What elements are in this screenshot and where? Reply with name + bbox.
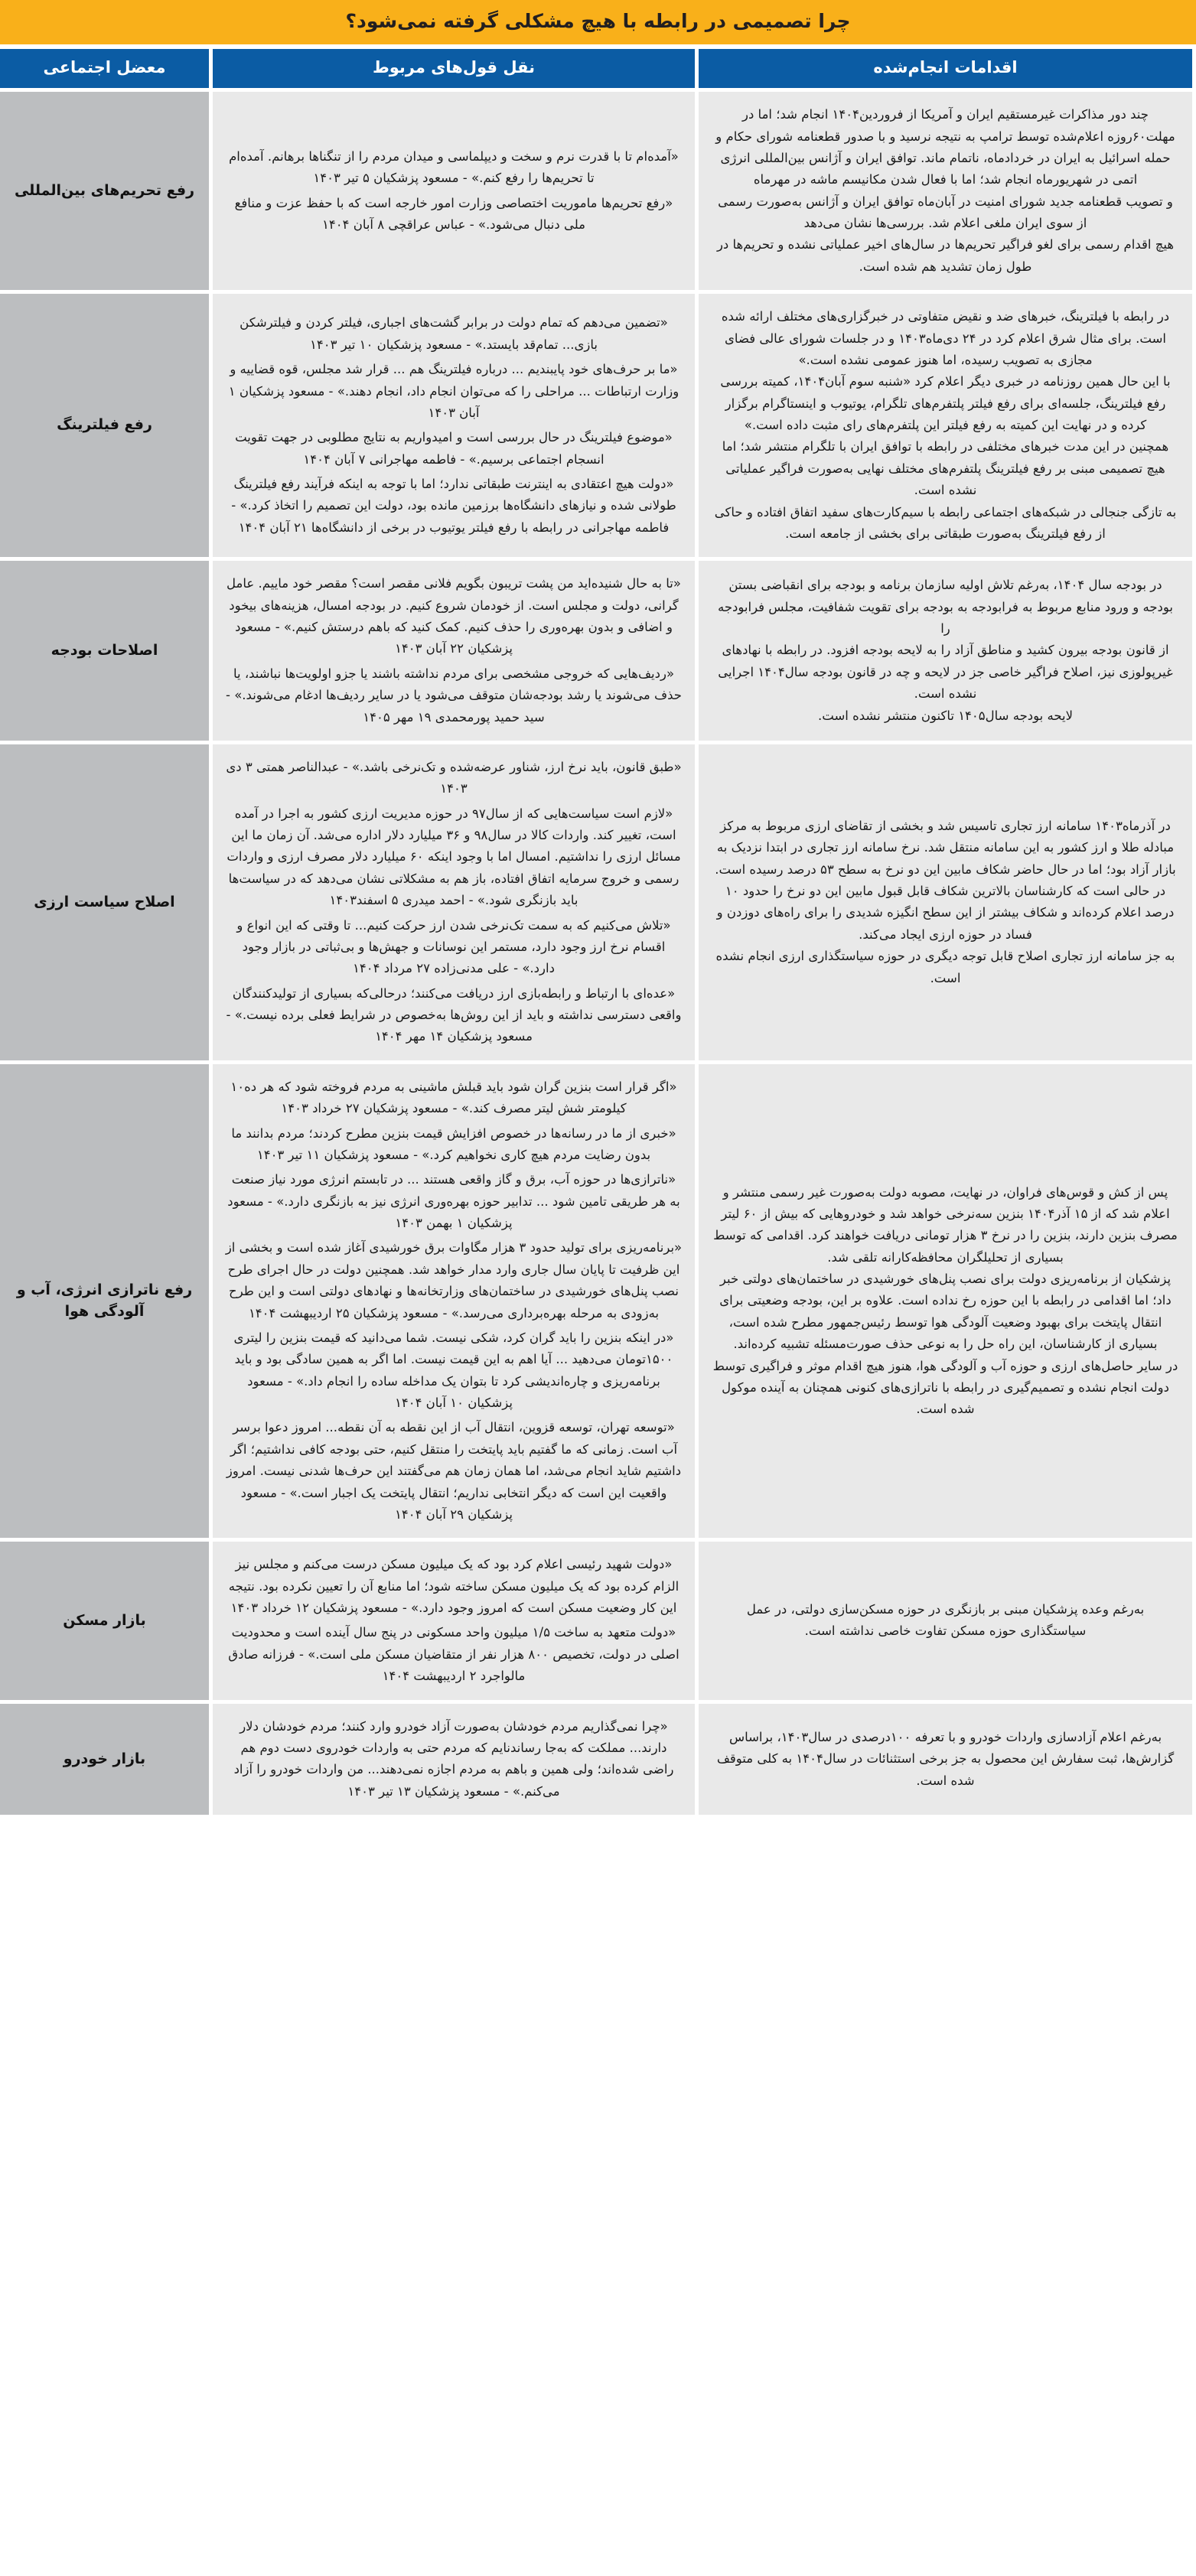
table-header xyxy=(0,49,1192,88)
table-row xyxy=(0,1064,1192,1539)
issue-cell: اصلاح سیاست ارزی xyxy=(0,744,209,1060)
action-paragraph: به جز سامانه ارز تجاری اصلاح قابل توجه دیگری در حوزه سیاستگذاری ارزی انجام نشده است. xyxy=(715,949,1175,985)
quotes-cell xyxy=(213,1542,695,1699)
actions-cell xyxy=(699,1064,1192,1539)
action-paragraph: به‌رغم وعده پزشکیان مبنی بر بازنگری در حوزه مسکن‌سازی دولتی، در عمل سیاستگذاری حوزه مسکن تفاوت خاصی نداشته است. xyxy=(746,1602,1145,1639)
action-paragraph: در رابطه با فیلترینگ، خبرهای ضد و نقیض متفاوتی در خبرگزاری‌های مختلف ارائه شده است. برای مثال شرق اعلام کرد در ۲۴ دی‌ماه۱۴۰۳ و در جلسات شورای عالی فضای مجازی به تصویب رسیده، اما هنوز عمومی نشده است.» xyxy=(721,309,1170,367)
action-paragraph: در سایر حاصل‌های ارزی و حوزه آب و آلودگی هوا، هنوز هیچ اقدام موثر و فراگیری توسط دولت انجام نشده و تصمیم‌گیری در رابطه با ناترازی‌های کنونی همچنان به آینده موکول شده است. xyxy=(712,1358,1178,1417)
column-header-quotes: نقل قول‌های مربوط xyxy=(213,49,695,88)
issue-cell: اصلاحات بودجه xyxy=(0,561,209,741)
table-row xyxy=(0,561,1192,741)
quote-block: «اگر قرار است بنزین گران شود باید قبلش ماشینی به مردم فروخته شود که هر ده۱۰ کیلومتر شش لیتر مصرف کند.» - مسعود پزشکیان ۲۷ خرداد ۱۴۰۳ xyxy=(230,1079,677,1116)
table-row xyxy=(0,1704,1192,1816)
quote-block: «برنامه‌ریزی برای تولید حدود ۳ هزار مگاوات برق خورشیدی آغاز شده است و بخشی از این ظرفیت تا پایان سال جاری وارد مدار خواهد شد. همچنین دولت در حال اجرای طرح نصب پنل‌های خورشیدی در ساختمان‌های وزارتخانه‌ها و نهادهای دولتی است و این طرح به‌زودی به مرحله بهره‌برداری می‌رسد.» - مسعود پزشکیان ۲۵ اردیبهشت ۱۴۰۴ xyxy=(225,1240,683,1321)
quote-block: «تضمین می‌دهم که تمام دولت در برابر گشت‌های اجباری، فیلتر کردن و فیلترشکن بازی... تمام‌قد بایستد.» - مسعود پزشکیان ۱۰ تیر ۱۴۰۳ xyxy=(240,315,668,352)
action-paragraph: همچنین در این مدت خبرهای مختلفی در رابطه با توافق ایران با تلگرام منتشر شد؛ اما هیچ تصمیمی مبنی بر رفع فیلترینگ پلتفرم‌های مختلف نهایی به‌صورت فراگیر عملیاتی نشده است. xyxy=(722,439,1169,498)
action-paragraph: پس از کش و قوس‌های فراوان، در نهایت، مصوبه دولت به‌صورت غیر رسمی منتشر و اعلام شد که از ۱۵ آذر۱۴۰۴ بنزین سه‌نرخی خواهد شد و خودروهایی که بیش از ۶۰ لیتر مصرف بنزین دارند، بنزین را در نرخ ۳ هزار تومانی دریافت خواهند کرد. اقدامی که توسط بسیاری از تحلیلگران محافظه‌کارانه تلقی شد. xyxy=(713,1184,1178,1265)
quote-block: «دولت شهید رئیسی اعلام کرد بود که یک میلیون مسکن درست می‌کنم و مجلس نیز الزام کرده بود که یک میلیون مسکن ساخته شود؛ اما منابع آن را تعیین نکرده بود. نتیجه این کار وضعیت مسکن است که امروز وجود دارد.» - مسعود پزشکیان ۱۲ خرداد ۱۴۰۳ xyxy=(228,1557,679,1616)
table-body xyxy=(0,92,1192,1815)
actions-cell xyxy=(699,294,1192,557)
action-paragraph: به‌رغم اعلام آزادسازی واردات خودرو و با تعرفه ۱۰۰درصدی در سال۱۴۰۳، براساس گزارش‌ها، ثبت سفارش این محصول به جز برخی استثنائات در سال۱۴۰۴ به کلی متوقف شده است. xyxy=(716,1729,1175,1788)
action-paragraph: هیچ اقدام رسمی برای لغو فراگیر تحریم‌ها در سال‌های اخیر عملیاتی نشده و تحریم‌ها در طول زمان تشدید هم شده است. xyxy=(716,237,1175,274)
actions-cell xyxy=(699,1704,1192,1816)
action-paragraph: در آذرماه۱۴۰۳ سامانه ارز تجاری تاسیس شد و بخشی از تقاضای ارزی مربوط به مرکز مبادله طلا و ارز کشور به این سامانه منتقل شد. نرخ سامانه ارز تجاری در ابتدا نزدیک به بازار آزاد بود؛ اما در حال حاضر شکاف مابین این دو نرخ به سطح ۵۳ درصد رسیده است. xyxy=(715,818,1176,877)
issue-cell: بازار خودرو xyxy=(0,1704,209,1816)
actions-cell xyxy=(699,561,1192,741)
action-paragraph: به تازگی جنجالی در شبکه‌های اجتماعی رابطه با سیم‌کارت‌های سفید اتفاق افتاده و حاکی از رفع فیلترینگ به‌صورت طبقاتی برای بخشی از جامعه است. xyxy=(714,504,1177,541)
actions-cell xyxy=(699,92,1192,290)
quote-block: «خبری از ما در رسانه‌ها در خصوص افزایش قیمت بنزین مطرح کردند؛ مردم بدانند ما بدون رضایت مردم هیچ کاری نخواهیم کرد.» - مسعود پزشکیان ۱۱ تیر ۱۴۰۳ xyxy=(231,1125,676,1162)
quote-block: «ردیف‌هایی که خروجی مشخصی برای مردم نداشته باشند یا جزو اولویت‌ها نباشند، یا حذف می‌شوند یا رشد بودجه‌شان متوقف می‌شود یا در سایر ردیف‌ها ادغام می‌شوند.» - سید حمید پورمحمدی ۱۹ مهر ۱۴۰۵ xyxy=(226,666,682,725)
action-paragraph: در بودجه سال ۱۴۰۴، به‌رغم تلاش اولیه سازمان برنامه و بودجه برای انقباضی بستن بودجه و ورود منابع مربوط به فرابودجه به بودجه برای تقویت شفافیت، مجلس فرابودجه را xyxy=(717,578,1174,637)
quote-block: «ما بر حرف‌های خود پایبندیم ... درباره فیلترینگ هم ... قرار شد مجلس، قوه قضاییه و وزارت ارتباطات ... مراحلی را که می‌توان انجام داد، انجام دهند.» - مسعود پزشکیان ۱ آبان ۱۴۰۳ xyxy=(228,362,679,420)
quote-block: «تا به حال شنیده‌اید من پشت تریبون بگویم فلانی مقصر است؟ مقصر خود ماییم. عامل گرانی، دولت و مجلس است. از خودمان شروع کنیم. در بودجه امسال، هزینه‌های بیخود و اضافی و بدون بهره‌وری را حذف کنیم. کمک کنید که باهم درستش کنیم.» - مسعود پزشکیان ۲۲ آبان ۱۴۰۳ xyxy=(226,576,681,656)
social-issues-table xyxy=(0,45,1196,1819)
quote-block: «چرا نمی‌گذاریم مردم خودشان به‌صورت آزاد خودرو وارد کنند؛ مردم خودشان دلار دارند... مملکت که به‌جا رساندنایم که مردم حتی به واردات خودروی دست دوم هم راضی شده‌اند؛ ولی همین و باهم به مردم اجازه نمی‌دهند... من واردات خودرو را آزاد می‌کنم.» - مسعود پزشکیان ۱۳ تیر ۱۴۰۳ xyxy=(233,1718,674,1799)
quote-block: «تلاش می‌کنیم که به سمت تک‌نرخی شدن ارز حرکت کنیم... تا وقتی که این انواع و اقسام نرخ ارز وجود دارد، مستمر این نوسانات و جهش‌ها و بی‌ثباتی در بازار وجود دارد.» - علی مدنی‌زاده ۲۷ مرداد ۱۴۰۴ xyxy=(236,917,671,976)
quote-block: «عده‌ای با ارتباط و رابطه‌بازی ارز دریافت می‌کنند؛ درحالی‌که بسیاری از تولیدکنندگان واقعی دسترسی نداشته و باید از این روش‌ها به‌خصوص در شرایط فعلی برده نیست.» - مسعود پزشکیان ۱۴ مهر ۱۴۰۴ xyxy=(226,985,682,1044)
column-header-issue: معضل اجتماعی xyxy=(0,49,209,88)
column-header-actions: اقدامات انجام‌شده xyxy=(699,49,1192,88)
table-row xyxy=(0,92,1192,290)
table-row xyxy=(0,1542,1192,1699)
action-paragraph: پزشکیان از برنامه‌ریزی دولت برای نصب پنل‌های خورشیدی در ساختمان‌های دولتی خبر داد؛ اما اقدامی در رابطه با این حوزه رخ نداده است. علاوه بر این، بودجه وضعیتی برای انتقال پایتخت برای بهبود وضعیت آلودگی هوا توسط رئیس‌جمهور مطرح شده است، بسیاری از کارشناسان، این راه حل را به نوعی حذف صورت‌مسئله تشبیه کرده‌اند. xyxy=(719,1272,1172,1352)
quote-block: «دولت هیچ اعتقادی به اینترنت طبقاتی ندارد؛ اما با توجه به اینکه فرآیند رفع فیلترینگ طولانی شده و نیازهای دانشگاه‌ها برزمین مانده بود، دولت این تصمیم را اتخاذ کرد.» - فاطمه مهاجرانی در رابطه با رفع فیلتر یوتیوب در برخی از دانشگاه‌ها ۲۱ آبان ۱۴۰۴ xyxy=(231,477,676,535)
quote-block: «ناترازی‌ها در حوزه آب، برق و گاز واقعی هستند ... در تابستم انرژی مورد نیاز صنعت به هر طریقی تامین شود ... تدابیر حوزه بهره‌وری انرژی نیز به بازنگری دارد.» - مسعود پزشکیان ۱ بهمن ۱۴۰۳ xyxy=(227,1172,680,1231)
table-row xyxy=(0,744,1192,1060)
action-paragraph: لایحه بودجه سال۱۴۰۵ تاکنون منتشر نشده است. xyxy=(818,708,1073,723)
quote-block: «آمده‌ام تا با قدرت نرم و سخت و دیپلماسی و میدان مردم را از تنگناها برهانم. آمده‌ام تا تحریم‌ها را رفع کنم.» - مسعود پزشکیان ۵ تیر ۱۴۰۳ xyxy=(229,148,679,186)
action-paragraph: از قانون بودجه بیرون کشید و مناطق آزاد را به لایحه بودجه افزود. در رابطه با نهادهای غیرپولوزی نیز، اصلاح فراگیر خاصی جز در لایحه و چه در قانون بودجه سال۱۴۰۴ اجرایی نشده است. xyxy=(718,643,1173,702)
action-paragraph: با این حال همین روزنامه در خبری دیگر اعلام کرد «شنبه سوم آبان۱۴۰۴، کمیته بررسی رفع فیلترینگ، جلسه‌ای برای رفع فیلتر پلتفرم‌های تلگرام، یوتیوب و اینستاگرام برگزار کرده و در نهایت این کمیته به رفع فیلتر این پلتفرم‌های رای مثبت داده است.» xyxy=(720,374,1171,433)
quote-block: «موضوع فیلترینگ در حال بررسی است و امیدواریم به نتایج مطلوبی در جهت تقویت انسجام اجتماعی برسیم.» - فاطمه مهاجرانی ۷ آبان ۱۴۰۴ xyxy=(235,430,673,467)
action-paragraph: چند دور مذاکرات غیرمستقیم ایران و آمریکا از فروردین۱۴۰۴ انجام شد؛ اما در مهلت۶۰روزه اعلام‌شده توسط ترامپ به نتیجه نرسید و با صدور قطعنامه شورای حکام و xyxy=(715,107,1175,144)
quote-block: «لازم است سیاست‌هایی که از سال۹۷ در حوزه مدیریت ارزی کشور به اجرا در آمده است، تغییر کند. واردات کالا در سال۹۸ و ۳۶ میلیارد دلار اداره می‌شد. آن زمان ما این مسائل ارزی را نداشتیم. امسال اما با وجود اینکه ۶۰ میلیارد دلار مصرف ارزی و واردات رسمی و خروج سرمایه اتفاق افتاده، باز هم به مشکلاتی نشان می‌دهد که در سیاست‌ها باید بازنگری شود.» - احمد میدری ۵ اسفند۱۴۰۳ xyxy=(226,806,681,908)
quote-block: «طبق قانون، باید نرخ ارز، شناور عرضه‌شده و تک‌نرخی باشد.» - عبدالناصر همتی ۳ دی ۱۴۰۳ xyxy=(226,759,682,796)
table-header-row xyxy=(0,49,1192,88)
quotes-cell xyxy=(213,561,695,741)
action-paragraph: حمله اسرائیل به ایران در خردادماه، ناتمام ماند. توافق ایران و آژانس بین‌المللی انرژی اتمی در شهریورماه انجام شد؛ اما با فعال شدن مکانیسم ماشه در مهرماه xyxy=(720,150,1171,187)
issue-cell: رفع تحریم‌های بین‌المللی xyxy=(0,92,209,290)
quotes-cell xyxy=(213,92,695,290)
quote-block: «در اینکه بنزین را باید گران کرد، شکی نیست. شما می‌دانید که قیمت بنزین را لیتری ۱۵۰۰تومان می‌دهید ... آیا اهم به این قیمت نیست. اما اگر به همین سادگی بود و باید برنامه‌ریزی و چاره‌اندیشی کرد تا بتوان یک مداخله ساده را انجام داد.» - مسعود پزشکیان ۱۰ آبان ۱۴۰۴ xyxy=(233,1330,674,1411)
issue-cell: رفع ناترازی انرژی، آب و آلودگی هوا xyxy=(0,1064,209,1539)
page-title: چرا تصمیمی در رابطه با هیچ مشکلی گرفته نمی‌شود؟ xyxy=(345,9,851,32)
table-row xyxy=(0,294,1192,557)
issue-cell: رفع فیلترینگ xyxy=(0,294,209,557)
actions-cell xyxy=(699,1542,1192,1699)
quotes-cell xyxy=(213,294,695,557)
quotes-cell xyxy=(213,1064,695,1539)
issue-cell: بازار مسکن xyxy=(0,1542,209,1699)
quotes-cell xyxy=(213,744,695,1060)
quote-block: «رفع تحریم‌ها ماموریت اختصاصی وزارت امور خارجه است که با حفظ عزت و منافع ملی دنبال می‌شود.» - عباس عراقچی ۸ آبان ۱۴۰۴ xyxy=(234,195,673,233)
action-paragraph: و تصویب قطعنامه جدید شورای امنیت در آبان‌ماه توافق ایران و آژانس به‌صورت رسمی از سوی ایران ملغی اعلام شد. بررسی‌ها نشان می‌دهد xyxy=(718,194,1173,231)
quote-block: «دولت متعهد به ساخت ۱/۵ میلیون واحد مسکونی در پنج سال آینده است و محدودیت اصلی در دولت، تخصیص ۸۰۰ هزار نفر از متقاضیان مسکن ملی است.» - فرزانه صادق مالواجرد ۲ اردیبهشت ۱۴۰۴ xyxy=(228,1625,679,1684)
quote-block: «توسعه تهران، توسعه قزوین، انتقال آب از این نقطه به آن نقطه... امروز دعوا برسر آب است. زمانی که ما گفتیم باید پایتخت را منتقل کنیم، حتی بودجه کافی نداشتیم؛ اگر داشتیم شاید انجام می‌شد، اما همان زمان هم می‌گفتند این حرف‌ها شدنی نیست. امروز واقعیت این است که دیگر انتخابی نداریم؛ انتقال پایتخت یک اجبار است.» - مسعود پزشکیان ۲۹ آبان ۱۴۰۴ xyxy=(226,1420,682,1522)
quotes-cell xyxy=(213,1704,695,1816)
title-banner xyxy=(0,0,1196,44)
action-paragraph: در حالی است که کارشناسان بالاترین شکاف قابل قبول مابین این دو نرخ را حدود ۱۰ درصد اعلام کرده‌اند و شکاف بیشتر از این سطح انگیزه شدیدی را برای راه‌های دوزدن و فساد در حوزه ارزی ایجاد می‌کند. xyxy=(716,884,1175,942)
actions-cell xyxy=(699,744,1192,1060)
